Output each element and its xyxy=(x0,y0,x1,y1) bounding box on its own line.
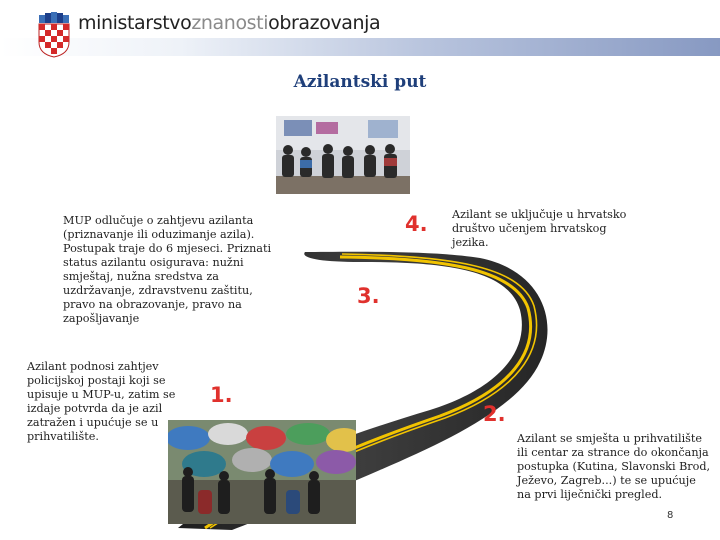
step-1-text: Azilant podnosi zahtjev policijskoj postaji koji se upisuje u MUP-u, zatim se izdaje potvrda da je azil zatražen i upućuje se u prihvatilište. xyxy=(27,360,176,443)
brand-part-2: znanosti xyxy=(191,12,269,34)
slide-title: Azilantski put xyxy=(293,72,427,92)
brand-part-1: ministarstvo xyxy=(78,12,192,34)
meeting-photo xyxy=(276,116,410,194)
step-2-number: 2. xyxy=(483,402,506,426)
step-4-text: Azilant se uključuje u hrvatsko društvo učenjem hrvatskog jezika. xyxy=(452,208,627,249)
refugee-camp-photo xyxy=(168,420,356,524)
step-1-number: 1. xyxy=(210,383,233,407)
step-2-text: Azilant se smješta u prihvatilište ili centar za strance do okončanja postupka (Kutina, Slavonski Brod, Ježevo, Zagreb...) te se upućuje na prvi liječnički pregled. xyxy=(517,432,711,501)
step-4-number: 4. xyxy=(405,212,428,236)
page-number: 8 xyxy=(667,510,674,521)
step-3-text: MUP odlučuje o zahtjevu azilanta (priznavanje ili oduzimanje azila). Postupak traje do 6 mjeseci. Priznati status azilantu osigurava: nužni smještaj, nužna sredstva za uzdržavanje, zdravstvenu zaštitu, pravo na obrazovanje, pravo na zapošljavanje xyxy=(63,214,272,325)
brand-part-3: obrazovanja xyxy=(268,12,381,34)
step-3-number: 3. xyxy=(357,284,380,308)
